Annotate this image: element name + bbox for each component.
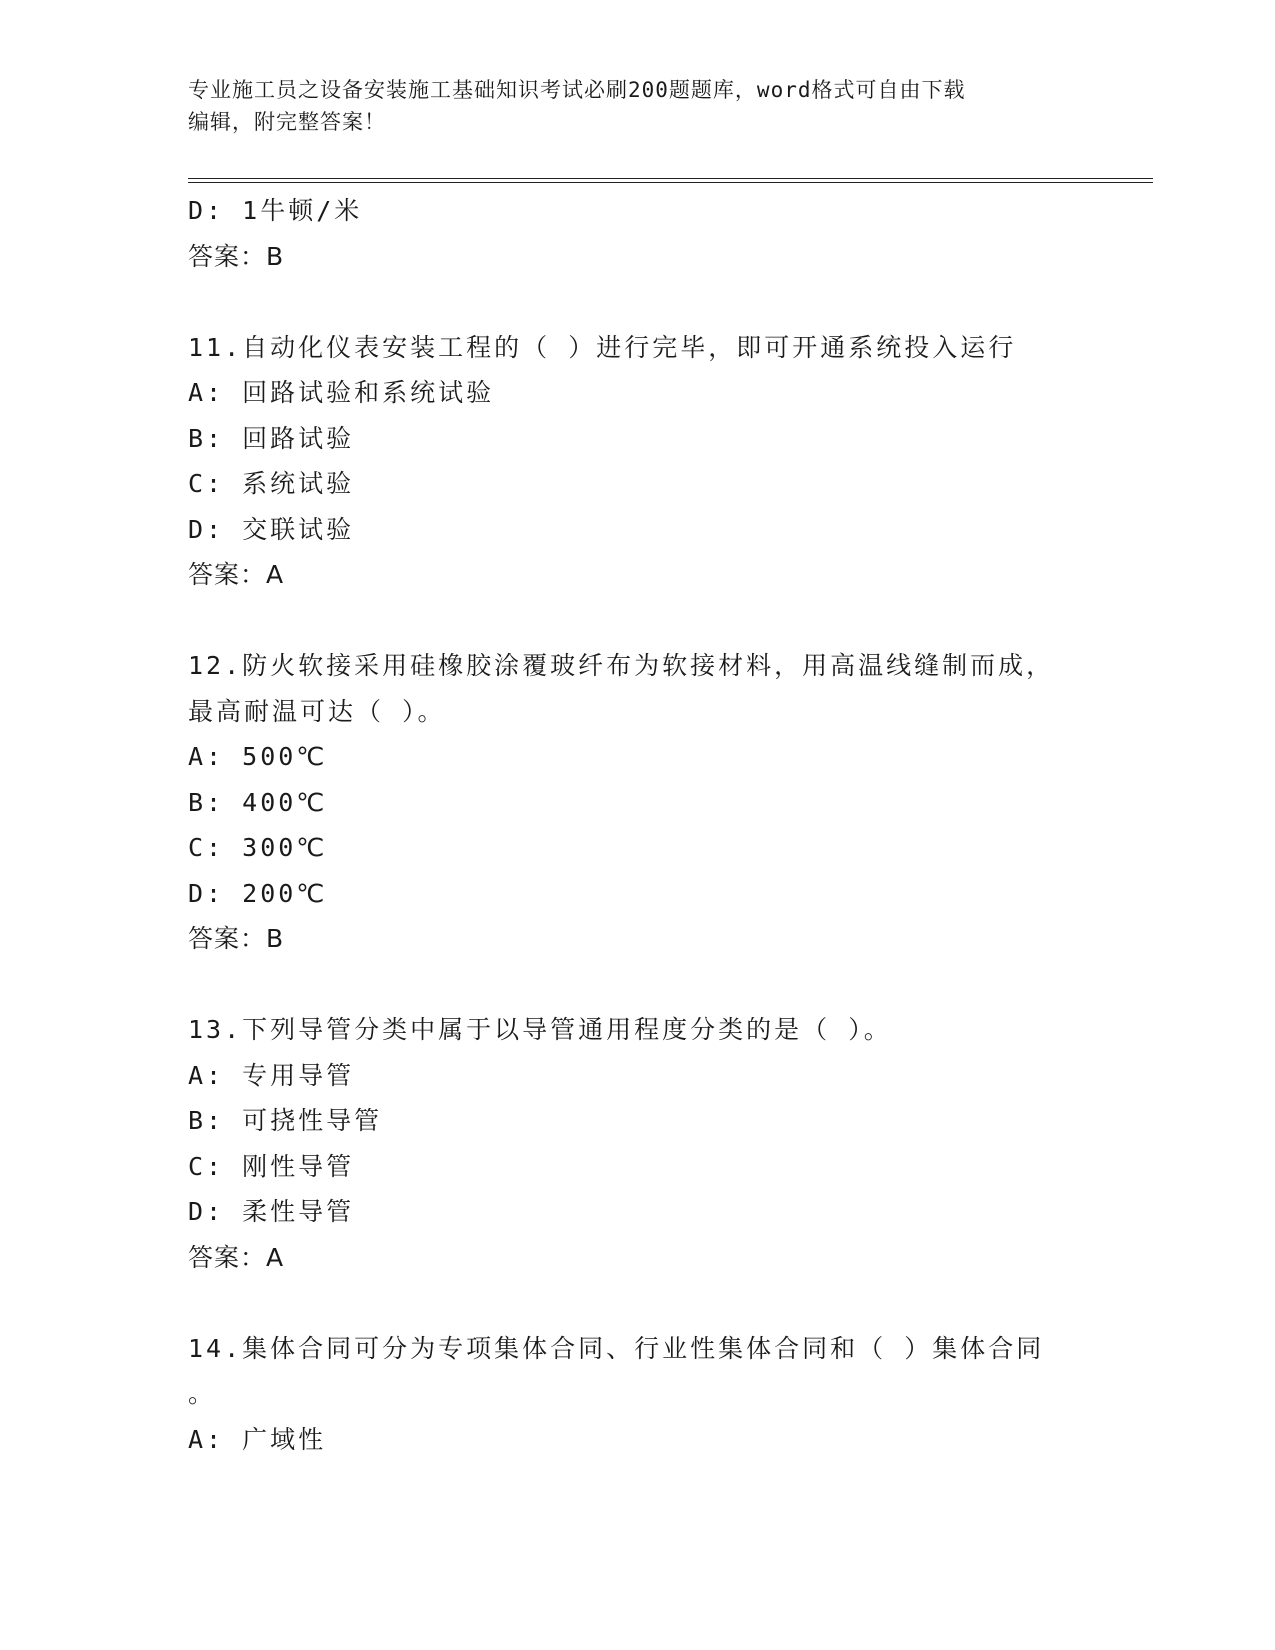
question-block-11 xyxy=(188,325,1153,598)
question-stem-continued: 最高耐温可达（ ）。 xyxy=(188,696,446,726)
option-a: A: 广域性 xyxy=(188,1424,327,1454)
question-stem: 11.自动化仪表安装工程的（ ）进行完毕，即可开通系统投入运行 xyxy=(188,332,1017,362)
option-c: C: 刚性导管 xyxy=(188,1151,355,1181)
option-c: C: 300℃ xyxy=(188,833,328,862)
question-block-12 xyxy=(188,643,1153,962)
option-c: C: 系统试验 xyxy=(188,469,355,498)
header-title-line-2: 编辑，附完整答案！ xyxy=(188,110,386,134)
option-b: B: 可挠性导管 xyxy=(188,1106,383,1135)
question-stem: 14.集体合同可分为专项集体合同、行业性集体合同和（ ）集体合同 xyxy=(188,1333,1045,1363)
question-block-13 xyxy=(188,1007,1153,1280)
document-header xyxy=(188,74,1088,138)
option-b: B: 400℃ xyxy=(188,787,328,817)
header-divider-bottom xyxy=(188,182,1153,183)
option-d: D: 200℃ xyxy=(188,878,328,908)
option-a: A: 回路试验和系统试验 xyxy=(188,378,495,407)
question-stem: 13.下列导管分类中属于以导管通用程度分类的是（ ）。 xyxy=(188,1015,892,1044)
spacer xyxy=(188,1280,1153,1326)
question-stem-continued: 。 xyxy=(188,1379,217,1408)
question-list xyxy=(188,188,1153,1462)
option-d: D: 柔性导管 xyxy=(188,1197,355,1226)
option-a: A: 专用导管 xyxy=(188,1060,355,1090)
answer-line: 答案：A xyxy=(188,560,285,589)
option-d: D: 交联试验 xyxy=(188,514,355,544)
spacer xyxy=(188,962,1153,1008)
spacer xyxy=(188,279,1153,325)
header-title-line-1: 专业施工员之设备安装施工基础知识考试必刷200题题库，word格式可自由下载 xyxy=(188,78,966,102)
spacer xyxy=(188,598,1153,644)
answer-line: 答案：A xyxy=(188,1242,285,1272)
answer-line: 答案：B xyxy=(188,241,285,271)
option-d: D: 1牛顿/米 xyxy=(188,196,363,225)
question-block-14 xyxy=(188,1326,1153,1463)
question-stem: 12.防火软接采用硅橡胶涂覆玻纤布为软接材料，用高温线缝制而成， xyxy=(188,651,1055,680)
option-b: B: 回路试验 xyxy=(188,423,355,453)
header-divider-top xyxy=(188,178,1153,179)
answer-line: 答案：B xyxy=(188,924,285,953)
option-a: A: 500℃ xyxy=(188,742,328,771)
